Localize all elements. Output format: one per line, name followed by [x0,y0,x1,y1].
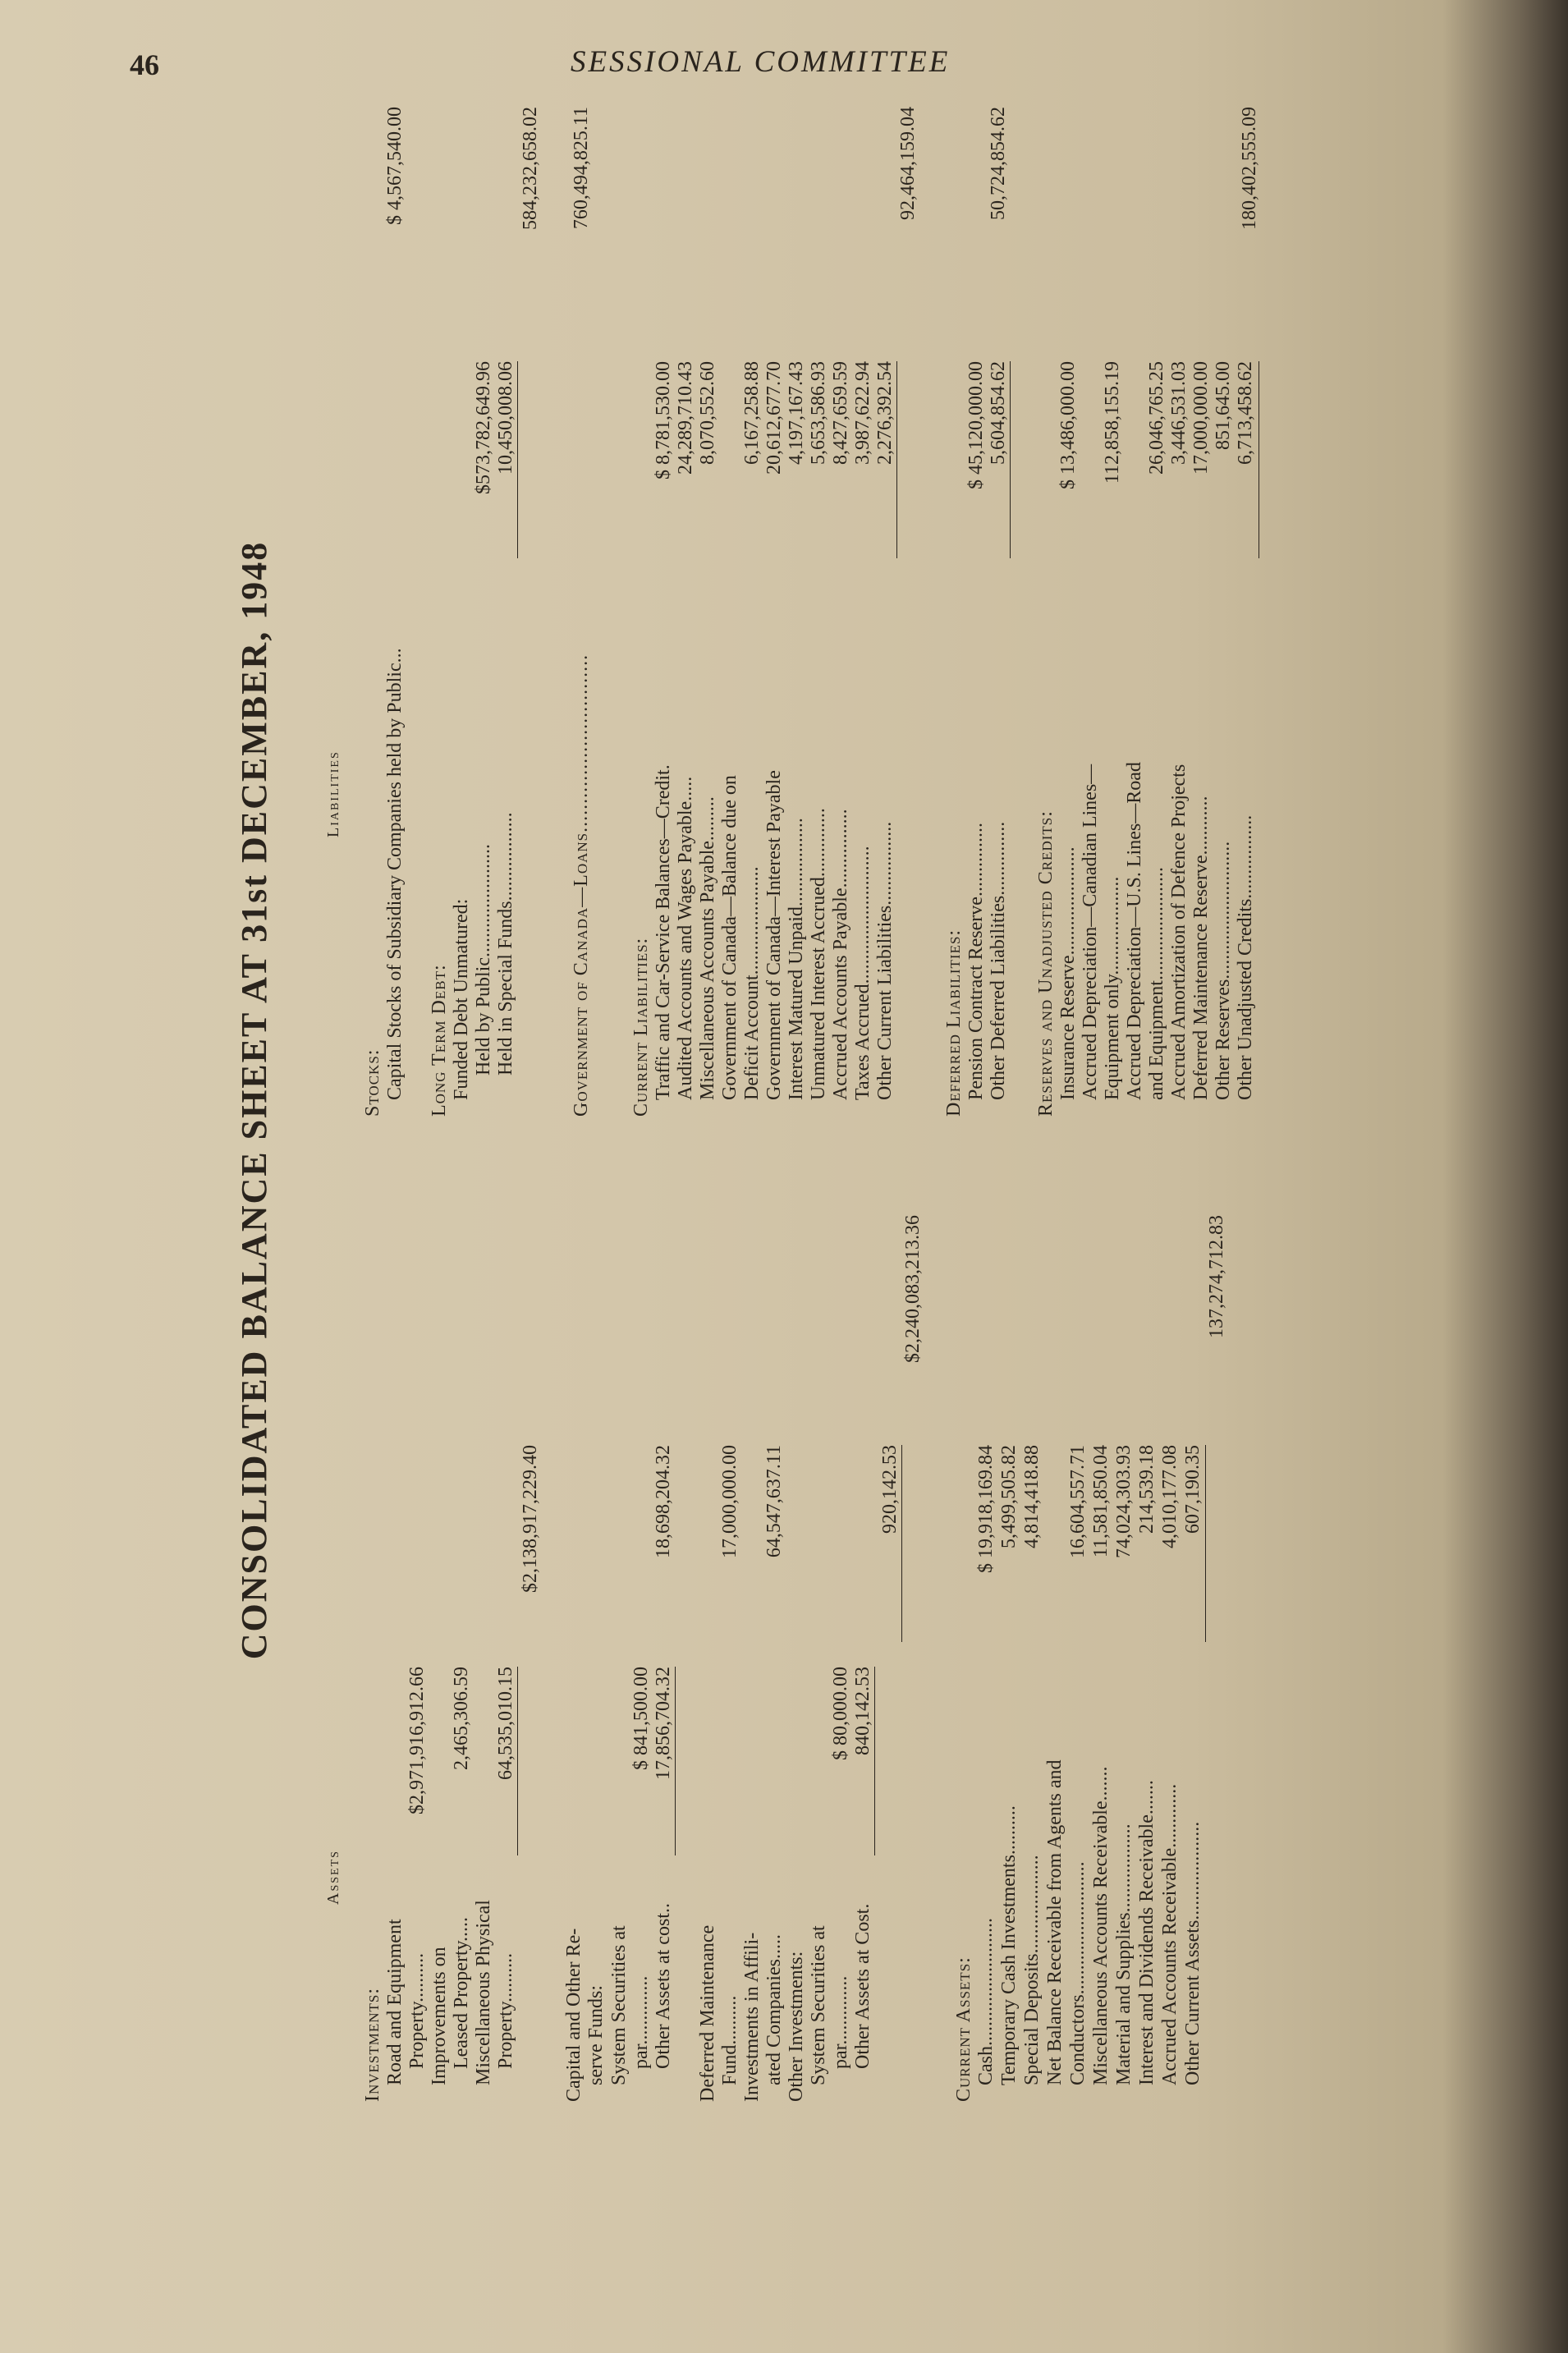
line-item-label: Miscellaneous Accounts Receivable....... [1090,1766,1112,2085]
line-item-value: 8,070,552.60 [697,361,718,465]
line-item-value: 112,858,155.19 [1102,361,1123,484]
current-assets-heading: Current Assets: [953,1956,974,2102]
line-item-value: $ 19,918,169.84 [975,1445,997,1573]
affiliated-label-2: ated Companies..... [763,1934,785,2085]
line-item-value: 4,197,167.43 [786,361,807,465]
long-term-debt-heading: Long Term Debt: [429,964,450,1117]
deferred-maint-label-2: Fund.......... [719,1995,740,2085]
system-securities-value: $ 841,500.00 [630,1667,652,1770]
investments-grand-total: $2,240,083,213.36 [902,1215,924,1363]
road-label-2: Property.......... [406,1952,428,2069]
system-securities-label-2: par.............. [630,1975,652,2069]
current-liabilities-total: 92,464,159.04 [897,107,919,220]
improvements-label-1: Improvements on [429,1947,450,2085]
line-item-label: Deferred Maintenance Reserve............ [1190,796,1212,1100]
line-item-value: 3,987,622.94 [852,361,873,465]
line-item-label: Special Deposits.................... [1021,1855,1043,2085]
line-item-value: 17,000,000.00 [1190,361,1212,475]
line-item-value: 20,612,677.70 [763,361,785,475]
line-item-value: $ 13,486,000.00 [1057,361,1079,489]
running-head: SESSIONAL COMMITTEE [571,45,951,79]
other-assets-cost-value: 17,856,704.32 [653,1667,674,1780]
capital-funds-total: 18,698,204.32 [653,1445,674,1558]
oi-system-securities-value: $ 80,000.00 [830,1667,851,1760]
line-item-label: Other Unadjusted Credits................. [1235,814,1256,1100]
line-item-label: Government of Canada—Interest Payable [763,770,785,1100]
gov-loans-heading: Government of Canada—Loans............................... [571,654,592,1117]
line-item-label: Accrued Amortization of Defence Projects [1168,764,1190,1100]
deferred-maint-label-1: Deferred Maintenance [697,1924,718,2102]
rule [675,1667,676,1855]
line-item-value: 4,814,418.88 [1021,1445,1043,1548]
rule [517,361,518,558]
misc-physical-value: 64,535,010.15 [495,1667,516,1780]
affiliated-value: 64,547,637.11 [763,1445,785,1558]
line-item-value: $ 45,120,000.00 [965,361,987,489]
other-investments-label: Other Investments: [786,1951,807,2102]
line-item-label: Taxes Accrued............................ [852,846,873,1100]
other-assets-cost-label: Other Assets at cost.. [653,1903,674,2069]
system-securities-label-1: System Securities at [608,1925,630,2085]
line-item-value: 8,427,659.59 [830,361,851,465]
funded-debt-label: Funded Debt Unmatured: [451,898,472,1100]
line-item-value: 5,653,586.93 [808,361,829,465]
improvements-value: 2,465,306.59 [451,1667,472,1770]
gov-loans-value: 760,494,825.11 [571,107,592,230]
line-item-label: Other Current Liabilities................. [874,821,896,1100]
misc-physical-label-1: Miscellaneous Physical [473,1900,494,2085]
long-term-debt-total: 584,232,658.02 [520,107,541,230]
line-item-label: Other Reserves............................ [1213,841,1234,1100]
held-special-funds-value: 10,450,008.06 [495,361,516,475]
line-item-label: Traffic and Car-Service Balances—Credit. [653,764,674,1100]
stocks-heading: Stocks: [362,1048,383,1117]
line-item-label: Unmatured Interest Accrued.............. [808,808,829,1100]
held-by-public-value: $573,782,649.96 [473,361,494,494]
line-item-value: 2,276,392.54 [874,361,896,465]
held-by-public-label: Held by Public....................... [473,844,494,1076]
line-item-value: 6,167,258.88 [741,361,763,465]
capital-funds-label-2: serve Funds: [585,1985,607,2085]
line-item-label: Accrued Depreciation—U.S. Lines—Road [1124,762,1145,1100]
line-item-label: Cash.......................... [975,1918,997,2085]
stocks-value: $ 4,567,540.00 [384,107,406,225]
line-item-label: Government of Canada—Balance due on [719,775,740,1100]
line-item-label: Insurance Reserve...................... [1057,846,1079,1100]
sheet-title: CONSOLIDATED BALANCE SHEET AT 31st DECEMBER, 1948 [234,540,274,1660]
deferred-liabilities-total: 50,724,854.62 [988,107,1009,220]
line-item-value: 74,024,303.93 [1113,1445,1135,1558]
reserves-total: 180,402,555.09 [1239,107,1260,230]
line-item-value: 4,010,177.08 [1159,1445,1181,1548]
line-item-value: 16,604,557.71 [1067,1445,1089,1558]
line-item-value: 851,645.00 [1213,361,1234,450]
line-item-label: Material and Supplies.................. [1113,1823,1135,2085]
line-item-label: Temporary Cash Investments.......... [998,1805,1020,2085]
line-item-value: 24,289,710.43 [675,361,696,475]
capital-funds-label-1: Capital and Other Re- [563,1928,585,2102]
line-item-value: $ 8,781,530.00 [653,361,674,479]
improvements-label-2: Leased Property..... [451,1916,472,2069]
rule [901,1445,902,1642]
line-item-value: 214,539.18 [1136,1445,1158,1534]
oi-system-securities-label-1: System Securities at [808,1925,829,2085]
line-item-label: Interest and Dividends Receivable....... [1136,1780,1158,2085]
line-item-label: Accrued Accounts Payable................ [830,809,851,1100]
road-value: $2,971,916,912.66 [406,1667,428,1814]
assets-heading: Assets [324,1850,342,1905]
deferred-liabilities-heading: Deferred Liabilities: [943,929,965,1117]
held-special-funds-label: Held in Special Funds.................. [495,812,516,1076]
misc-physical-label-2: Property.......... [495,1952,516,2069]
line-item-label: Pension Contract Reserve............... [965,823,987,1100]
balance-sheet [213,99,1363,2102]
road-label-1: Road and Equipment [384,1919,406,2085]
line-item-value: 5,499,505.82 [998,1445,1020,1548]
line-item-value: 11,581,850.04 [1090,1445,1112,1558]
oi-system-securities-label-2: par.............. [830,1975,851,2069]
line-item-value: 26,046,765.25 [1146,361,1167,475]
rule [1010,361,1011,558]
liabilities-heading: Liabilities [324,750,342,837]
investments-heading: Investments: [362,1987,383,2102]
rule [1205,1445,1206,1642]
investments-total: $2,138,917,229.40 [520,1445,541,1593]
line-item-label: Interest Matured Unpaid.................. [786,818,807,1100]
oi-other-assets-value: 840,142.53 [852,1667,873,1755]
rule [874,1667,875,1855]
oi-other-assets-label: Other Assets at Cost. [852,1903,873,2069]
current-liabilities-heading: Current Liabilities: [630,937,652,1117]
stocks-label: Capital Stocks of Subsidiary Companies held by Public... [384,648,406,1100]
line-item-label: Deficit Account...................... [741,866,763,1100]
line-item-label: Net Balance Receivable from Agents and [1044,1759,1066,2085]
line-item-label: Audited Accounts and Wages Payable..... [675,776,696,1100]
line-item-label: Accrued Accounts Receivable............. [1159,1783,1181,2085]
line-item-label: and Equipment....................... [1146,867,1167,1100]
rule [896,361,897,558]
affiliated-label-1: Investments in Affili- [741,1932,763,2102]
line-item-value: 3,446,531.03 [1168,361,1190,465]
line-item-label: Accrued Depreciation—Canadian Lines— [1080,764,1101,1100]
line-item-value: 6,713,458.62 [1235,361,1256,465]
line-item-label: Conductors........................... [1067,1861,1089,2085]
rule [517,1667,518,1855]
line-item-value: 607,190.35 [1182,1445,1204,1534]
line-item-value: 5,604,854.62 [988,361,1009,465]
line-item-label: Other Deferred Liabilities............... [988,821,1009,1100]
other-investments-total: 920,142.53 [879,1445,901,1534]
deferred-maint-value: 17,000,000.00 [719,1445,740,1558]
line-item-label: Other Current Assets.................... [1182,1821,1204,2085]
line-item-label: Equipment only.................... [1102,876,1123,1100]
page-number: 46 [130,48,159,81]
current-assets-total: 137,274,712.83 [1206,1215,1227,1338]
reserves-heading: Reserves and Unadjusted Credits: [1035,810,1057,1117]
line-item-label: Miscellaneous Accounts Payable......... [697,796,718,1100]
